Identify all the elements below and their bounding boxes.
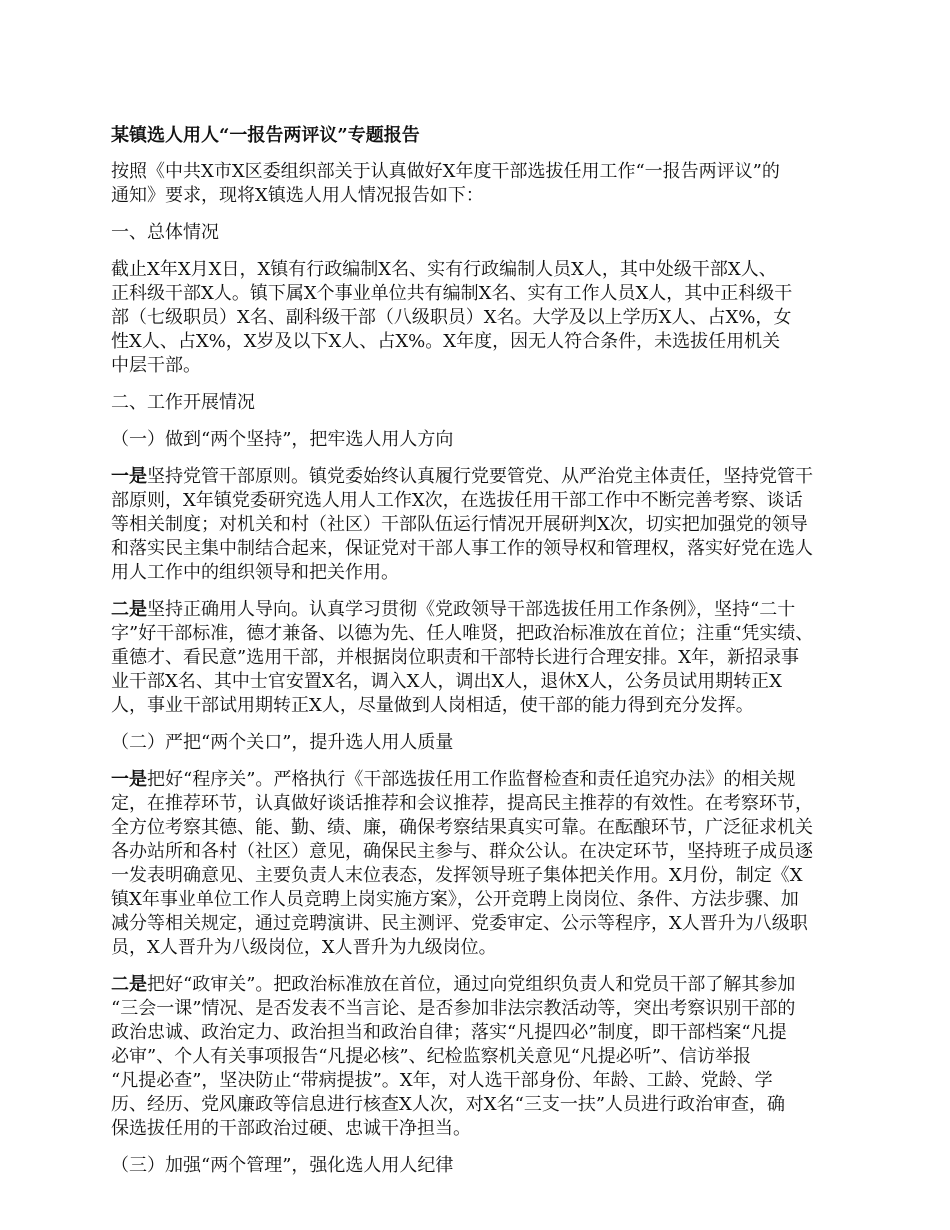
line-text: 二、工作开展情况 [111,392,255,413]
line-text: 必审”、个人有关事项报告“凡提必核”、纪检监察机关意见“凡提必听”、信访举报 [111,1046,752,1067]
line-text: 员，X人晋升为八级岗位，X人晋升为九级岗位。 [111,937,497,958]
text-line [111,598,841,622]
document-body [111,160,841,1178]
text-line [111,465,841,489]
line-text: 等相关制度；对机关和村（社区）干部队伍运行情况开展研判X次，切实把加强党的领导 [111,514,808,535]
text-line [111,221,841,245]
section-heading [111,391,841,415]
line-text: 一发表明确意见、主要负责人末位表态，发挥领导班子集体把关作用。X月份，制定《X [111,865,803,886]
line-text: 一、总体情况 [111,222,219,243]
line-text: 各办站所和各村（社区）意见，确保民主参与、群众公认。在决定环节，坚持班子成员逐 [111,841,813,862]
line-text: 定，在推荐环节，认真做好谈话推荐和会议推荐，提高民主推荐的有效性。在考察环节， [111,793,813,814]
line-text: （二）严把“两个关口”，提升选人用人质量 [111,732,454,753]
text-line [111,622,841,646]
text-line [111,936,841,960]
text-line [111,428,841,452]
line-text: 中层干部。 [111,355,201,376]
text-line [111,816,841,840]
line-text: “凡提必查”，坚决防止“带病提拔”。X年，对人选干部身份、年龄、工龄、党龄、学 [111,1070,773,1091]
line-text: 保选拔任用的干部政治过硬、忠诚干净担当。 [111,1118,471,1139]
text-line [111,160,841,184]
text-line [111,1045,841,1069]
text-line [111,792,841,816]
text-line [111,840,841,864]
line-text: 人，事业干部试用期转正X人，尽量做到人岗相适，使干部的能力得到充分发挥。 [111,695,754,716]
line-text: （一）做到“两个坚持”，把牢选人用人方向 [111,429,454,450]
body-paragraph [111,160,841,208]
text-line [111,1154,841,1178]
section-heading [111,731,841,755]
text-line [111,330,841,354]
section-heading [111,221,841,245]
text-line [111,306,841,330]
line-text: 按照《中共X市X区委组织部关于认真做好X年度干部选拔任用工作“一报告两评议”的 [111,161,780,182]
text-line [111,646,841,670]
body-paragraph [111,465,841,585]
document-title: 某镇选人用人“一报告两评议”专题报告 [111,125,420,146]
text-line [111,997,841,1021]
text-line [111,354,841,378]
text-line [111,282,841,306]
document-page [111,124,841,1191]
text-line [111,888,841,912]
line-text: 性X人、占X%，X岁及以下X人、占X%。X年度，因无人符合条件，未选拔任用机关 [111,331,781,352]
text-line [111,513,841,537]
text-line [111,561,841,585]
section-heading [111,428,841,452]
line-text: 政治忠诚、政治定力、政治担当和政治自律；落实“凡提四必”制度，即干部档案“凡提 [111,1022,787,1043]
line-text: 用人工作中的组织领导和把关作用。 [111,562,399,583]
line-text: 截止X年X月X日，X镇有行政编制X名、实有行政编制人员X人，其中处级干部X人、 [111,259,777,280]
section-heading [111,1154,841,1178]
line-text: 重德才、看民意”选用干部，并根据岗位职责和干部特长进行合理安排。X年，新招录事 [111,647,800,668]
text-line [111,391,841,415]
line-text: 把好“程序关”。严格执行《干部选拔任用工作监督检查和责任追究办法》的相关规 [147,769,796,790]
text-line [111,731,841,755]
line-text: 坚持党管干部原则。镇党委始终认真履行党要管党、从严治党主体责任，坚持党管干 [147,466,813,487]
text-line [111,864,841,888]
line-text: 部（七级职员）X名、副科级干部（八级职员）X名。大学及以上学历X人、占X%，女 [111,307,792,328]
text-line [111,1093,841,1117]
paragraph-lead: 一是 [111,466,147,487]
line-text: 和落实民主集中制结合起来，保证党对干部人事工作的领导权和管理权，落实好党在选人 [111,538,813,559]
text-line [111,670,841,694]
text-line [111,768,841,792]
line-text: 字”好干部标准，德才兼备、以德为先、任人唯贤，把政治标准放在首位；注重“凭实绩、 [111,623,814,644]
line-text: 业干部X名、其中士官安置X名，调入X人，调出X人，退休X人，公务员试用期转正X [111,671,782,692]
paragraph-lead: 二是 [111,974,147,995]
text-line [111,184,841,208]
line-text: “三会一课”情况、是否发表不当言论、是否参加非法宗教活动等，突出考察识别干部的 [111,998,796,1019]
body-paragraph [111,973,841,1141]
text-line [111,537,841,561]
text-line [111,1021,841,1045]
text-line [111,912,841,936]
body-paragraph [111,598,841,718]
line-text: （三）加强“两个管理”，强化选人用人纪律 [111,1155,454,1176]
line-text: 镇X年事业单位工作人员竞聘上岗实施方案》，公开竞聘上岗岗位、条件、方法步骤、加 [111,889,799,910]
text-line [111,489,841,513]
paragraph-lead: 二是 [111,599,147,620]
paragraph-lead: 一是 [111,769,147,790]
line-text: 坚持正确用人导向。认真学习贯彻《党政领导干部选拔任用工作条例》，坚持“二十 [147,599,796,620]
line-text: 把好“政审关”。把政治标准放在首位，通过向党组织负责人和党员干部了解其参加 [147,974,796,995]
text-line [111,694,841,718]
text-line [111,258,841,282]
body-paragraph [111,768,841,960]
line-text: 减分等相关规定，通过竞聘演讲、民主测评、党委审定、公示等程序，X人晋升为八级职 [111,913,808,934]
line-text: 部原则，X年镇党委研究选人用人工作X次，在选拔任用干部工作中不断完善考察、谈话 [111,490,803,511]
line-text: 正科级干部X人。镇下属X个事业单位共有编制X名、实有工作人员X人，其中正科级干 [111,283,793,304]
text-line [111,973,841,997]
text-line [111,1117,841,1141]
line-text: 全方位考察其德、能、勤、绩、廉，确保考察结果真实可靠。在酝酿环节，广泛征求机关 [111,817,813,838]
line-text: 历、经历、党风廉政等信息进行核查X人次，对X名“三支一扶”人员进行政治审查，确 [111,1094,786,1115]
body-paragraph [111,258,841,378]
text-line [111,1069,841,1093]
line-text: 通知》要求，现将X镇选人用人情况报告如下： [111,185,484,206]
